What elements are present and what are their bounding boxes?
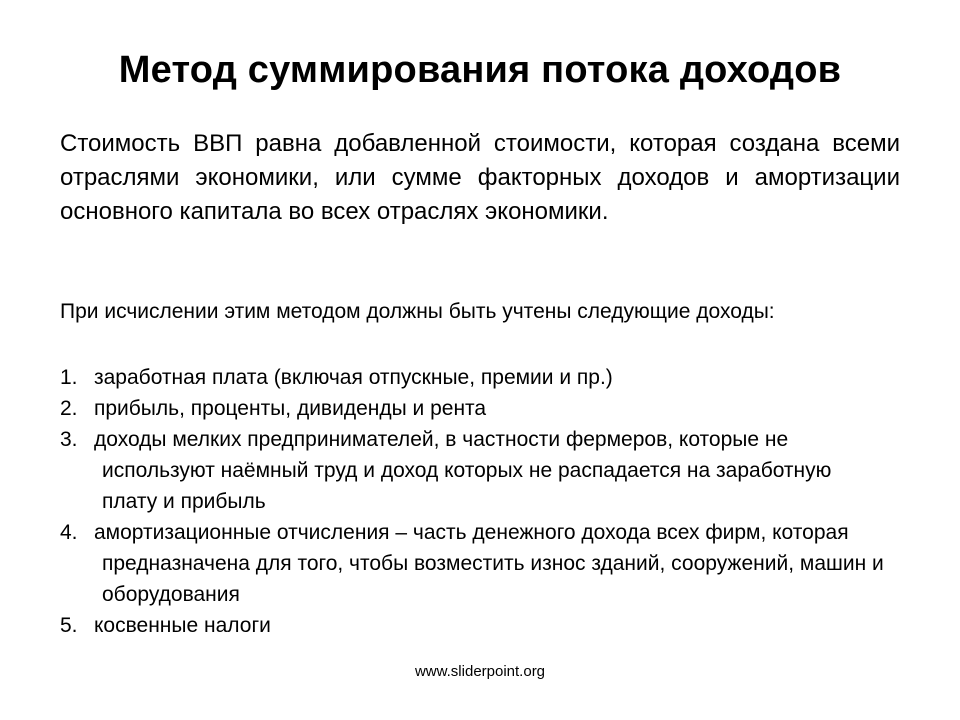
list-item-number: 1.: [60, 366, 78, 389]
list-item-text: косвенные налоги: [94, 614, 271, 637]
list-item: [60, 424, 890, 517]
list-item-number: 2.: [60, 397, 78, 420]
list-item-text: прибыль, проценты, дивиденды и рента: [94, 397, 487, 420]
intro-paragraph: Стоимость ВВП равна добавленной стоимости, которая создана всеми отраслями экономики, или сумме факторных доходов и амортизации основного капитала во всех отраслях экономики.: [60, 130, 900, 225]
slide-title: Метод суммирования потока доходов: [118, 49, 842, 91]
footer-url: www.sliderpoint.org: [414, 663, 546, 680]
list-item-number: 3.: [60, 428, 78, 451]
list-item-text: заработная плата (включая отпускные, премии и пр.): [94, 366, 613, 389]
list-item-number: 4.: [60, 521, 78, 544]
list-item: [60, 362, 890, 393]
list-item: [60, 610, 890, 641]
list-item-text: амортизационные отчисления – часть денежного дохода всех фирм, которая предназначена для того, чтобы возместить износ зданий, сооружений, машин и оборудования: [94, 521, 884, 606]
list-item: [60, 393, 890, 424]
list-item: [60, 517, 890, 610]
lead-paragraph: При исчислении этим методом должны быть учтены следующие доходы:: [60, 300, 775, 323]
list-item-number: 5.: [60, 614, 78, 637]
income-list: [60, 362, 890, 641]
list-item-text: доходы мелких предпринимателей, в частности фермеров, которые не используют наёмный труд и доход которых не распадается на заработную плату и прибыль: [94, 428, 832, 513]
